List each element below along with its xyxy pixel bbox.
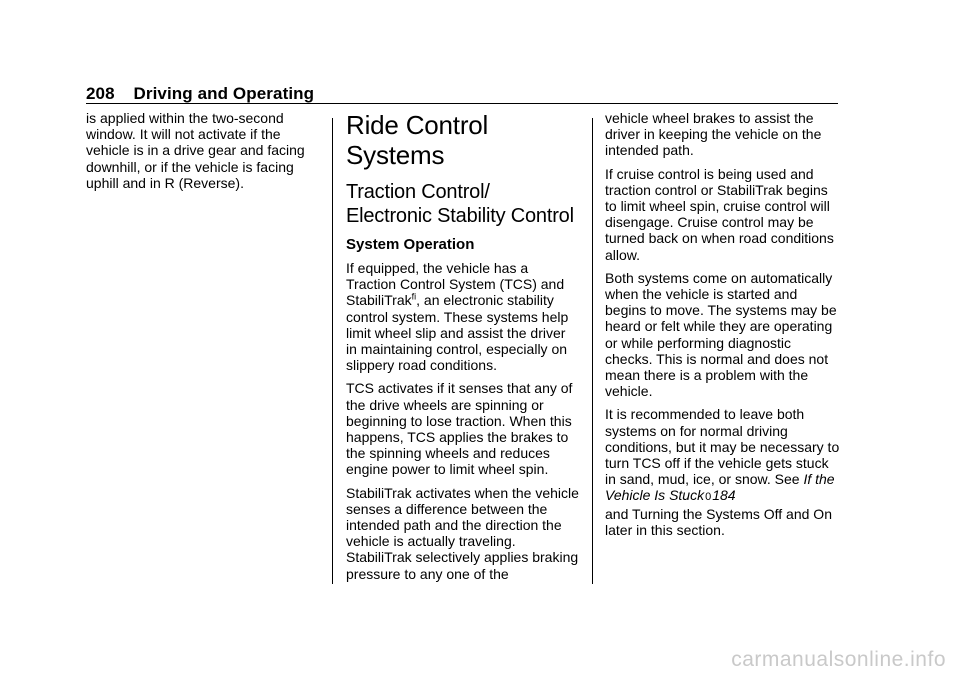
col3-paragraph-2: If cruise control is being used and traction control or StabiliTrak begins to limit wheel spin, cruise control will disengage. Cruise control may be turned back on when road conditions allow. (605, 165, 834, 263)
heading-system-operation: System Operation (346, 236, 475, 253)
col3-paragraph-4 (605, 406, 841, 538)
watermark: carmanualsonline.info (731, 648, 946, 671)
col2-para1-post: , an electronic stability control system. These systems help limit wheel slip and assist the driver in maintaining control, especially on slippery road conditions. (346, 292, 569, 374)
col2-paragraph-1 (346, 260, 580, 373)
col2-paragraph-2: TCS activates if it senses that any of the drive wheels are spinning or beginning to lose traction. When this happens, TCS applies the brakes to the spinning wheels and reduces engine power to limit wheel spin. (346, 380, 573, 478)
column-2 (346, 110, 580, 589)
col2-para1-pre: If equipped, the vehicle has a Traction Control System (TCS) and StabiliTrak (346, 260, 565, 309)
col3-para4-mid: and Turning the Systems Off and On later in this section. (605, 505, 832, 538)
page-header (86, 84, 314, 104)
header-rule (86, 103, 838, 104)
column-1 (86, 110, 318, 198)
page-ref-number[interactable]: 184 (712, 487, 736, 504)
section-title: Driving and Operating (133, 84, 315, 103)
col3-paragraph-3: Both systems come on automatically when the vehicle is started and begins to move. The systems may be heard or felt while they are operating or while performing diagnostic checks. This is normal and does not mean there is a problem with the vehicle. (605, 269, 837, 400)
col2-paragraph-3: StabiliTrak activates when the vehicle senses a difference between the intended path and the direction the vehicle is actually traveling. StabiliTrak selectively applies braking pressure to any one of the (346, 484, 579, 582)
col3-para4-pre: It is recommended to leave both systems on for normal driving conditions, but it may be necessary to turn TCS off if the vehicle gets stuck in sand, mud, ice, or snow. See (605, 406, 840, 488)
heading-traction-control: Traction Control/ Electronic Stability Control (346, 181, 574, 227)
page-ref-arrow-icon: 0 (705, 491, 712, 504)
trademark-mark: fi (411, 291, 417, 302)
column-divider-2 (592, 118, 593, 584)
heading-ride-control-systems: Ride Control Systems (346, 110, 489, 170)
col3-paragraph-1: vehicle wheel brakes to assist the driver in keeping the vehicle on the intended path. (605, 110, 822, 159)
col1-paragraph: is applied within the two-second window. It will not activate if the vehicle is in a drive gear and facing downhill, or if the vehicle is facing uphill and in R (Reverse). (86, 110, 305, 191)
column-divider-1 (332, 118, 333, 584)
column-3 (605, 110, 841, 545)
page-number: 208 (86, 84, 115, 103)
link-vehicle-stuck[interactable]: If the Vehicle Is Stuck (605, 471, 835, 504)
